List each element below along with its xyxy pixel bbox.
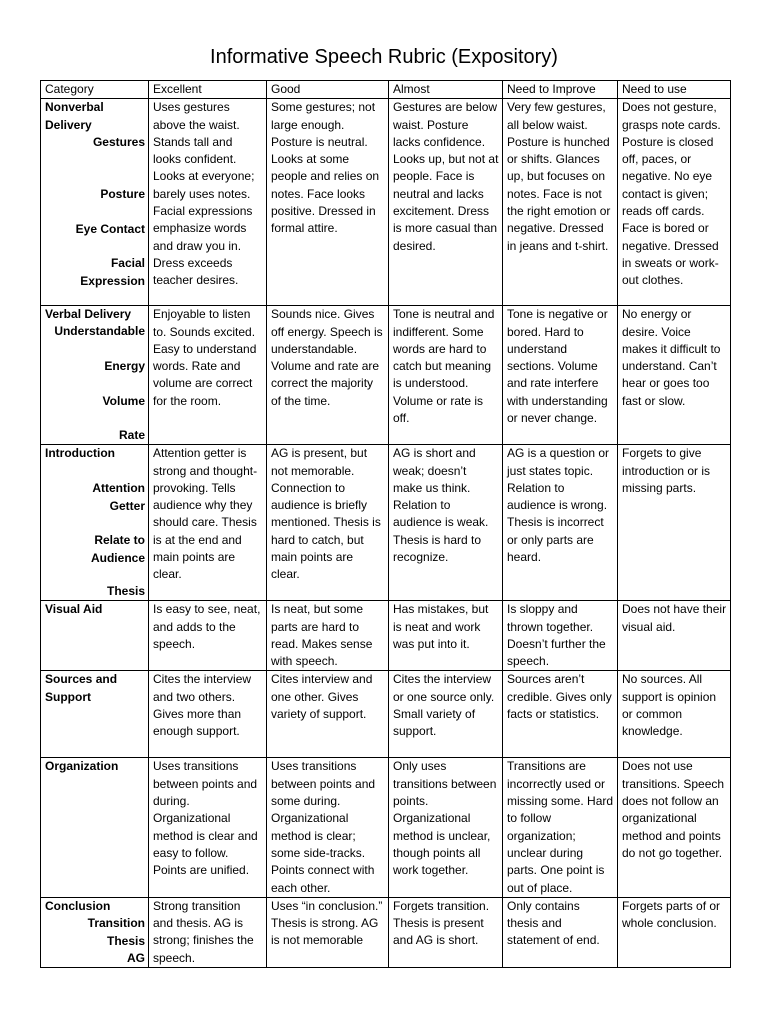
subcategory-ag: AG xyxy=(127,950,145,965)
cell-excellent: Is easy to see, neat, and adds to the speech. xyxy=(149,601,267,671)
cell-good: Some gestures; not large enough. Posture is neutral. Looks at some people and relies on notes. Face looks positive. Dressed in formal attire. xyxy=(267,99,389,306)
cell-excellent: Uses transitions between points and during. Organizational method is clear and easy to follow. Points are unified. xyxy=(149,758,267,897)
cell-excellent: Strong transition and thesis. AG is strong; finishes the speech. xyxy=(149,897,267,967)
subcategory-energy: Energy xyxy=(104,359,145,374)
subcategory-gestures: Gestures xyxy=(92,135,145,150)
cell-need-to-improve: AG is a question or just states topic. Relation to audience is wrong. Thesis is incorrect or only parts are heard. xyxy=(503,445,618,601)
header-excellent: Excellent xyxy=(149,81,267,99)
cell-almost: Only uses transitions between points. Organizational method is unclear, though points all work together. xyxy=(389,758,503,897)
page-title: Informative Speech Rubric (Expository) xyxy=(210,46,558,68)
row-conclusion xyxy=(41,897,731,967)
cell-excellent: Cites the interview and two others. Gives more than enough support. xyxy=(149,671,267,758)
row-sources-and-support xyxy=(41,671,731,758)
category-cell xyxy=(41,99,149,306)
cell-need-to-improve: Sources aren’t credible. Gives only facts or statistics. xyxy=(503,671,618,758)
row-organization xyxy=(41,758,731,897)
category-label: Verbal Delivery xyxy=(45,307,132,322)
subcategory-understandable: Understandable xyxy=(54,324,145,339)
cell-need-to-use: No energy or desire. Voice makes it difficult to understand. Can’t hear or goes too fast or slow. xyxy=(618,306,731,445)
cell-need-to-use: Forgets parts of or whole conclusion. xyxy=(618,897,731,967)
cell-need-to-improve: Only contains thesis and statement of end. xyxy=(503,897,618,967)
subcategory-transition: Transition xyxy=(87,915,145,930)
cell-good: Uses transitions between points and some during. Organizational method is clear; some side-tracks. Points connect with each other. xyxy=(267,758,389,897)
cell-almost: Forgets transition. Thesis is present and AG is short. xyxy=(389,897,503,967)
subcategory-posture: Posture xyxy=(100,187,145,202)
subcategory-relate-to-audience: Relate to Audience xyxy=(90,533,145,565)
category-label: Sources and Support xyxy=(45,672,118,704)
cell-good: Is neat, but some parts are hard to read. Makes sense with speech. xyxy=(267,601,389,671)
category-cell xyxy=(41,758,149,897)
rubric-table xyxy=(40,80,731,968)
subcategory-attention-getter: Attention Getter xyxy=(92,481,145,513)
cell-almost: Cites the interview or one source only. Small variety of support. xyxy=(389,671,503,758)
cell-almost: Gestures are below waist. Posture lacks confidence. Looks up, but not at people. Face is neutral and lacks excitement. Dress is more casual than desired. xyxy=(389,99,503,306)
category-cell xyxy=(41,671,149,758)
cell-need-to-use: No sources. All support is opinion or common knowledge. xyxy=(618,671,731,758)
cell-need-to-improve: Is sloppy and thrown together. Doesn’t further the speech. xyxy=(503,601,618,671)
subcategory-eye-contact: Eye Contact xyxy=(75,222,145,237)
category-cell xyxy=(41,306,149,445)
header-need-to-improve: Need to Improve xyxy=(503,81,618,99)
cell-need-to-improve: Transitions are incorrectly used or missing some. Hard to follow organization; unclear during parts. One point is out of place. xyxy=(503,758,618,897)
category-label: Nonverbal Delivery xyxy=(45,100,104,132)
header-need-to-use: Need to use xyxy=(618,81,731,99)
subcategory-rate: Rate xyxy=(118,428,145,443)
cell-almost: AG is short and weak; doesn’t make us think. Relation to audience is weak. Thesis is hard to recognize. xyxy=(389,445,503,601)
category-label: Introduction xyxy=(45,446,115,461)
cell-good: AG is present, but not memorable. Connection to audience is briefly mentioned. Thesis is hard to catch, but main points are clear. xyxy=(267,445,389,601)
cell-good: Cites interview and one other. Gives variety of support. xyxy=(267,671,389,758)
cell-need-to-use: Does not use transitions. Speech does not follow an organizational method and points do not go together. xyxy=(618,758,731,897)
category-label: Visual Aid xyxy=(45,602,103,617)
row-verbal-delivery xyxy=(41,306,731,445)
cell-good: Sounds nice. Gives off energy. Speech is understandable. Volume and rate are correct the majority of the time. xyxy=(267,306,389,445)
cell-almost: Has mistakes, but is neat and work was put into it. xyxy=(389,601,503,671)
category-label: Conclusion xyxy=(45,898,111,913)
category-label: Organization xyxy=(45,759,119,774)
row-nonverbal-delivery xyxy=(41,99,731,306)
cell-excellent: Uses gestures above the waist. Stands tall and looks confident. Looks at everyone; barely uses notes. Facial expressions emphasize words and draw you in. Dress exceeds teacher desires. xyxy=(149,99,267,306)
subcategory-thesis: Thesis xyxy=(106,584,145,599)
category-cell xyxy=(41,445,149,601)
subcategory-facial-expression: Facial Expression xyxy=(80,256,145,288)
row-introduction xyxy=(41,445,731,601)
row-visual-aid xyxy=(41,601,731,671)
cell-need-to-improve: Tone is negative or bored. Hard to understand sections. Volume and rate interfere with understanding or never change. xyxy=(503,306,618,445)
category-cell xyxy=(41,897,149,967)
subcategory-volume: Volume xyxy=(102,394,145,409)
category-cell xyxy=(41,601,149,671)
cell-need-to-use: Does not gesture, grasps note cards. Posture is closed off, paces, or negative. No eye contact is given; reads off cards. Face is bored or negative. Dressed in sweats or work-out clothes. xyxy=(618,99,731,306)
cell-need-to-improve: Very few gestures, all below waist. Posture is hunched or shifts. Glances up, but focuses on notes. Face is not the right emotion or negative. Dressed in jeans and t-shirt. xyxy=(503,99,618,306)
header-almost: Almost xyxy=(389,81,503,99)
cell-need-to-use: Does not have their visual aid. xyxy=(618,601,731,671)
cell-need-to-use: Forgets to give introduction or is missing parts. xyxy=(618,445,731,601)
cell-excellent: Attention getter is strong and thought-provoking. Tells audience why they should care. Thesis is at the end and main points are clear. xyxy=(149,445,267,601)
header-category: Category xyxy=(41,81,149,99)
cell-good: Uses “in conclusion.” Thesis is strong. AG is not memorable xyxy=(267,897,389,967)
header-row xyxy=(41,81,731,99)
subcategory-thesis: Thesis xyxy=(106,933,145,948)
cell-excellent: Enjoyable to listen to. Sounds excited. Easy to understand words. Rate and volume are correct for the room. xyxy=(149,306,267,445)
header-good: Good xyxy=(267,81,389,99)
cell-almost: Tone is neutral and indifferent. Some words are hard to catch but meaning is understood. Volume or rate is off. xyxy=(389,306,503,445)
